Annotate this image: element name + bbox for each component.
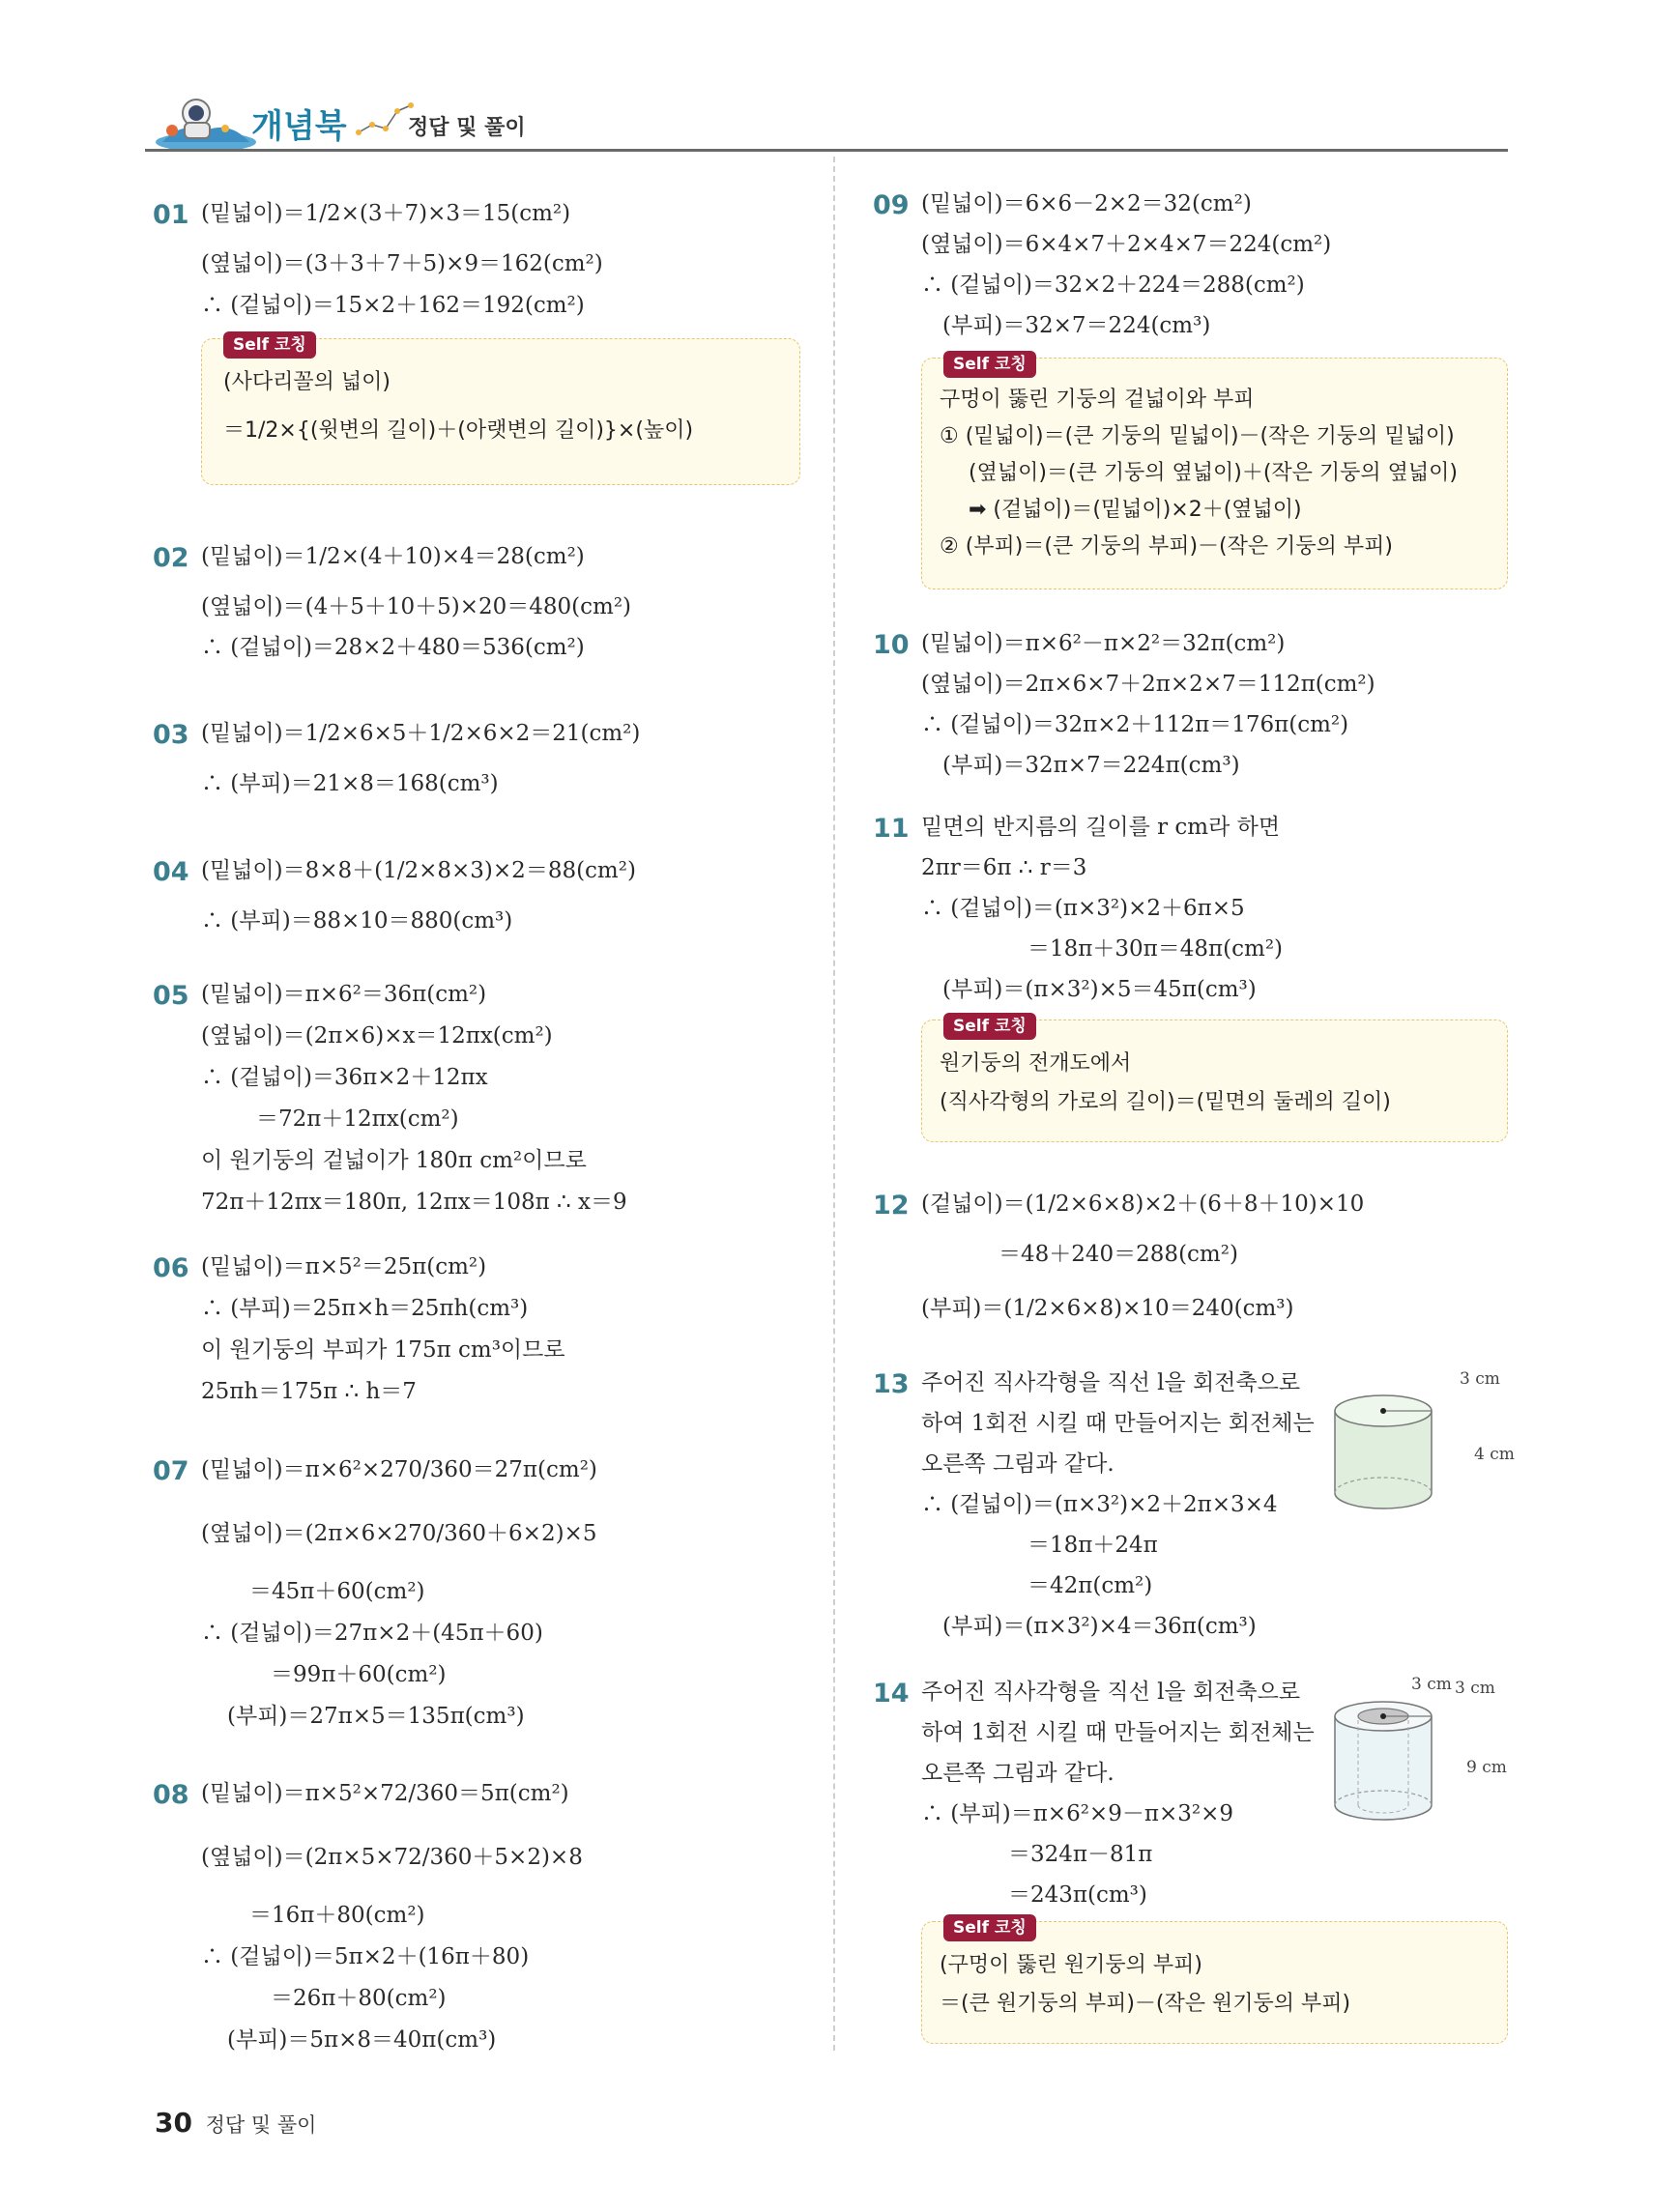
solution-line: 72π＋12πx＝180π, 12πx＝108π ∴ x＝9 — [201, 1190, 627, 1215]
solution-line: ∴ (겉넓이)＝32π×2＋112π＝176π(cm²) — [921, 712, 1349, 737]
self-coaching-box — [921, 1918, 1508, 2044]
header-rule — [145, 149, 1508, 152]
coaching-line: ① (밑넓이)＝(큰 기둥의 밑넓이)－(작은 기둥의 밑넓이) — [940, 424, 1455, 448]
self-coaching-tag: Self 코칭 — [943, 1013, 1036, 1040]
coaching-line: 구멍이 뚫린 기둥의 겉넓이와 부피 — [940, 388, 1255, 412]
solution-line: ∴ (겉넓이)＝36π×2＋12πx — [201, 1065, 488, 1090]
solution-line: (부피)＝5π×8＝40π(cm³) — [227, 2027, 497, 2053]
solution-line: (밑넓이)＝π×6²×270/360＝27π(cm²) — [201, 1457, 597, 1482]
solution-line: 2πr＝6π ∴ r＝3 — [921, 855, 1087, 880]
self-coaching-tag: Self 코칭 — [943, 351, 1036, 378]
solution-line: (옆넓이)＝(4＋5＋10＋5)×20＝480(cm²) — [201, 594, 632, 619]
solution-line: ∴ (겉넓이)＝28×2＋480＝536(cm²) — [201, 635, 585, 660]
self-coaching-box — [921, 355, 1508, 589]
header-title: 개념북 — [251, 107, 347, 146]
solution-line: ＝48＋240＝288(cm²) — [999, 1242, 1238, 1267]
solution-line: (밑넓이)＝π×5²×72/360＝5π(cm²) — [201, 1781, 569, 1806]
self-coaching-box — [921, 1017, 1508, 1142]
solution-line: (밑넓이)＝1/2×(4＋10)×4＝28(cm²) — [201, 544, 585, 569]
problem-number: 09 — [873, 190, 910, 220]
problem-number: 08 — [153, 1780, 189, 1810]
solution-line: ∴ (겉넓이)＝32×2＋224＝288(cm²) — [921, 273, 1305, 298]
solution-line: ∴ (겉넓이)＝5π×2＋(16π＋80) — [201, 1944, 530, 1969]
solution-line: (부피)＝(π×3²)×5＝45π(cm³) — [942, 977, 1257, 1002]
solution-line: ＝42π(cm²) — [1028, 1573, 1153, 1598]
solution-line: (옆넓이)＝6×4×7＋2×4×7＝224(cm²) — [921, 232, 1332, 257]
solution-line: ＝324π－81π — [1008, 1842, 1153, 1867]
solution-line: ∴ (부피)＝88×10＝880(cm³) — [201, 908, 513, 934]
solution-line: (옆넓이)＝(2π×6)×x＝12πx(cm²) — [201, 1023, 553, 1049]
solution-line: 하여 1회전 시킬 때 만들어지는 회전체는 — [921, 1411, 1315, 1436]
problem-number: 03 — [153, 720, 189, 750]
solution-line: (밑넓이)＝1/2×6×5＋1/2×6×2＝21(cm²) — [201, 721, 641, 746]
page-header — [145, 92, 1508, 152]
solution-line: 25πh＝175π ∴ h＝7 — [201, 1379, 417, 1404]
solution-line: (부피)＝32×7＝224(cm³) — [942, 313, 1211, 338]
problem-number: 13 — [873, 1369, 910, 1399]
solution-line: (부피)＝(1/2×6×8)×10＝240(cm³) — [921, 1296, 1294, 1321]
solution-line: (밑넓이)＝1/2×(3＋7)×3＝15(cm²) — [201, 201, 571, 226]
figure-label: 3 cm — [1460, 1369, 1500, 1389]
figure-label: 3 cm — [1411, 1675, 1452, 1694]
solution-line: ＝99π＋60(cm²) — [271, 1662, 447, 1687]
solution-line: ＝45π＋60(cm²) — [249, 1579, 425, 1604]
solution-line: (밑넓이)＝8×8＋(1/2×8×3)×2＝88(cm²) — [201, 858, 636, 883]
solution-line: ∴ (겉넓이)＝15×2＋162＝192(cm²) — [201, 293, 585, 318]
coaching-line: ➡ (겉넓이)＝(밑넓이)×2＋(옆넓이) — [969, 498, 1302, 522]
page-footer — [155, 2107, 316, 2139]
solution-line: ＝16π＋80(cm²) — [249, 1903, 425, 1928]
astronaut-mascot-icon — [153, 92, 259, 150]
header-subtitle: 정답 및 풀이 — [408, 116, 526, 140]
solution-line: (밑넓이)＝π×5²＝25π(cm²) — [201, 1254, 487, 1279]
solution-line: (밑넓이)＝6×6－2×2＝32(cm²) — [921, 191, 1252, 216]
problem-number: 04 — [153, 857, 189, 887]
solution-line: ＝26π＋80(cm²) — [271, 1986, 447, 2011]
solution-line: (겉넓이)＝(1/2×6×8)×2＋(6＋8＋10)×10 — [921, 1192, 1365, 1217]
self-coaching-box — [201, 335, 800, 485]
coaching-line: 원기둥의 전개도에서 — [940, 1051, 1132, 1076]
solution-line: (밑넓이)＝π×6²＝36π(cm²) — [201, 982, 487, 1007]
solution-line: ＝72π＋12πx(cm²) — [256, 1106, 459, 1132]
solution-line: (옆넓이)＝(2π×6×270/360＋6×2)×5 — [201, 1521, 597, 1546]
solution-line: (부피)＝(π×3²)×4＝36π(cm³) — [942, 1614, 1257, 1639]
coaching-line: (직사각형의 가로의 길이)＝(밑면의 둘레의 길이) — [940, 1090, 1391, 1114]
coaching-line: ② (부피)＝(큰 기둥의 부피)－(작은 기둥의 부피) — [940, 534, 1393, 559]
figure-label: 3 cm — [1455, 1679, 1495, 1698]
solution-line: 밑면의 반지름의 길이를 r cm라 하면 — [921, 815, 1281, 840]
problem-number: 01 — [153, 200, 189, 230]
solution-line: 주어진 직사각형을 직선 l을 회전축으로 — [921, 1680, 1301, 1705]
solution-line: ＝243π(cm³) — [1008, 1882, 1147, 1908]
column-divider — [833, 157, 835, 2051]
self-coaching-tag: Self 코칭 — [223, 331, 316, 359]
cylinder-figure — [1327, 1372, 1443, 1517]
coaching-line: (옆넓이)＝(큰 기둥의 옆넓이)＋(작은 기둥의 옆넓이) — [969, 461, 1459, 485]
solution-line: ∴ (겉넓이)＝(π×3²)×2＋6π×5 — [921, 896, 1245, 921]
solution-line: (옆넓이)＝(2π×5×72/360＋5×2)×8 — [201, 1845, 583, 1870]
coaching-line: (구멍이 뚫린 원기둥의 부피) — [940, 1953, 1202, 1977]
solution-line: 오른쪽 그림과 같다. — [921, 1451, 1115, 1477]
solution-line: ＝18π＋30π＝48π(cm²) — [1028, 936, 1284, 962]
solution-line: 오른쪽 그림과 같다. — [921, 1761, 1115, 1786]
solution-line: (옆넓이)＝2π×6×7＋2π×2×7＝112π(cm²) — [921, 672, 1375, 697]
problem-number: 05 — [153, 981, 189, 1011]
solution-line: 주어진 직사각형을 직선 l을 회전축으로 — [921, 1370, 1301, 1395]
problem-number: 10 — [873, 630, 910, 660]
figure-label: 4 cm — [1474, 1445, 1515, 1464]
hollow-cylinder-figure — [1327, 1681, 1443, 1826]
solution-line: 하여 1회전 시킬 때 만들어지는 회전체는 — [921, 1720, 1315, 1745]
solution-line: (밑넓이)＝π×6²－π×2²＝32π(cm²) — [921, 631, 1286, 656]
solution-line: (부피)＝27π×5＝135π(cm³) — [227, 1704, 525, 1729]
problem-number: 02 — [153, 543, 189, 573]
footer-label: 정답 및 풀이 — [205, 2113, 317, 2137]
solution-line: ∴ (부피)＝π×6²×9－π×3²×9 — [921, 1801, 1233, 1826]
problem-number: 14 — [873, 1679, 910, 1709]
solution-line: ∴ (부피)＝25π×h＝25πh(cm³) — [201, 1296, 529, 1321]
coaching-line: ＝(큰 원기둥의 부피)－(작은 원기둥의 부피) — [940, 1992, 1351, 2016]
solution-line: 이 원기둥의 겉넓이가 180π cm²이므로 — [201, 1148, 587, 1173]
figure-label: 9 cm — [1466, 1758, 1507, 1777]
solution-line: (부피)＝32π×7＝224π(cm³) — [942, 753, 1240, 778]
page-number: 30 — [155, 2107, 192, 2139]
coaching-line: (사다리꼴의 넓이) — [223, 370, 391, 394]
problem-number: 07 — [153, 1456, 189, 1486]
problem-number: 12 — [873, 1191, 910, 1221]
solution-line: ＝18π＋24π — [1028, 1533, 1158, 1558]
self-coaching-tag: Self 코칭 — [943, 1914, 1036, 1941]
solution-line: ∴ (겉넓이)＝27π×2＋(45π＋60) — [201, 1621, 543, 1646]
problem-number: 06 — [153, 1253, 189, 1283]
solution-line: (옆넓이)＝(3＋3＋7＋5)×9＝162(cm²) — [201, 251, 603, 276]
coaching-line: ＝1/2×{(윗변의 길이)＋(아랫변의 길이)}×(높이) — [223, 418, 694, 443]
solution-line: 이 원기둥의 부피가 175π cm³이므로 — [201, 1337, 565, 1363]
problem-number: 11 — [873, 814, 910, 844]
solution-line: ∴ (부피)＝21×8＝168(cm³) — [201, 771, 499, 796]
solution-line: ∴ (겉넓이)＝(π×3²)×2＋2π×3×4 — [921, 1492, 1278, 1517]
